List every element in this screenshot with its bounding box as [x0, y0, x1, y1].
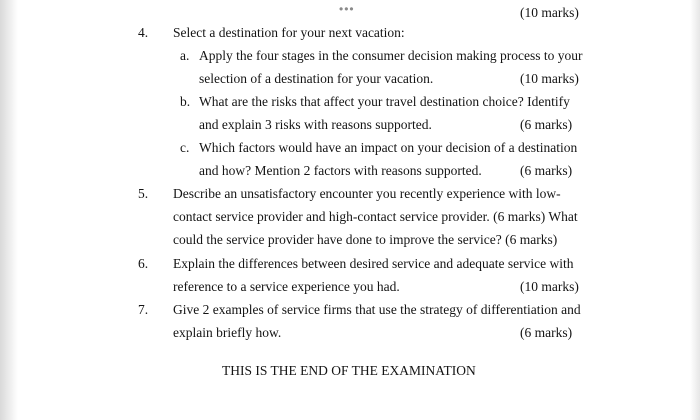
- question-5-line3: could the service provider have done to improve the service? (6 marks): [173, 232, 558, 247]
- more-options-icon[interactable]: •••: [339, 2, 355, 16]
- question-4c-line2: and how? Mention 2 factors with reasons supported.: [199, 163, 482, 178]
- question-6-line1: Explain the differences between desired service and adequate service with: [173, 256, 574, 271]
- question-6-number: 6.: [138, 256, 149, 271]
- question-7-line1: Give 2 examples of service firms that use the strategy of differentiation and: [173, 302, 581, 317]
- question-4c-letter: c.: [180, 140, 190, 155]
- question-4b-line2: and explain 3 risks with reasons supported.: [199, 117, 432, 132]
- question-4c-marks: (6 marks): [520, 163, 573, 178]
- question-4-text: Select a destination for your next vacation:: [173, 25, 405, 40]
- question-4-number: 4.: [138, 25, 149, 40]
- question-7-line2: explain briefly how.: [173, 325, 282, 340]
- question-4b-line1: What are the risks that affect your travel destination choice? Identify: [199, 94, 570, 109]
- question-4a-letter: a.: [180, 48, 190, 63]
- question-4a-line1: Apply the four stages in the consumer decision making process to your: [199, 48, 583, 63]
- question-4b-marks: (6 marks): [520, 117, 573, 132]
- question-7-marks: (6 marks): [520, 325, 573, 340]
- page-right-shadow: [690, 0, 700, 420]
- question-4a-line2: selection of a destination for your vacation.: [199, 71, 434, 86]
- previous-question-marks: (10 marks): [520, 5, 579, 20]
- question-5-line2: contact service provider and high-contact service provider. (6 marks) What: [173, 209, 578, 224]
- question-6-line2: reference to a service experience you had.: [173, 279, 400, 294]
- end-of-examination-text: THIS IS THE END OF THE EXAMINATION: [222, 363, 476, 378]
- question-4c-line1: Which factors would have an impact on your decision of a destination: [199, 140, 578, 155]
- question-5-number: 5.: [138, 186, 149, 201]
- page-left-shadow: [0, 0, 18, 420]
- question-4a-marks: (10 marks): [520, 71, 579, 86]
- question-7-number: 7.: [138, 302, 149, 317]
- question-6-marks: (10 marks): [520, 279, 579, 294]
- question-5-line1: Describe an unsatisfactory encounter you recently experience with low-: [173, 186, 561, 201]
- question-4b-letter: b.: [180, 94, 191, 109]
